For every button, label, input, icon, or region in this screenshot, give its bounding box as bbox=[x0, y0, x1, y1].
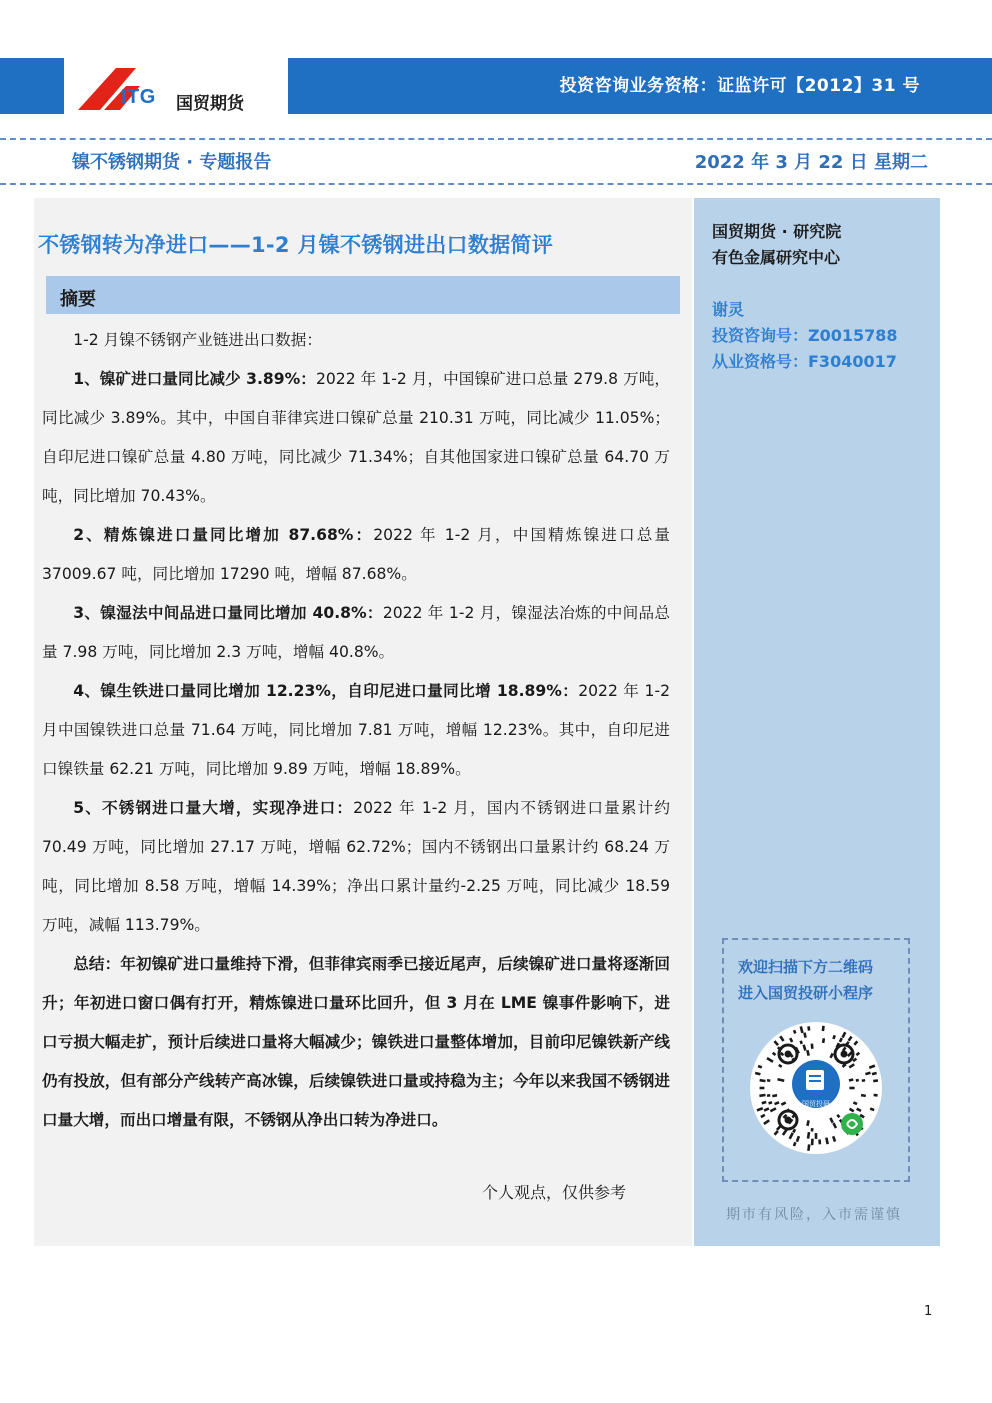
abstract-body bbox=[42, 321, 670, 1140]
research-center: 有色金属研究中心 bbox=[712, 248, 841, 267]
item-text: 2022 年 1-2 月，中国镍矿进口总量 279.8 万吨，同比减少 3.89%。其中，中国自菲律宾进口镍矿总量 210.31 万吨，同比减少 11.05%；自印尼进口镍矿总量 4.80 万吨，同比减少 71.34%；自其他国家进口镍矿总量 64.70 万吨，同比增加 70.43%。 bbox=[42, 370, 670, 505]
item-heading: 3、镍湿法中间品进口量同比增加 40.8%： bbox=[73, 604, 383, 622]
qr-center-label: 国贸投研 bbox=[802, 1100, 830, 1108]
document-title: 不锈钢转为净进口——1-2 月镍不锈钢进出口数据简评 bbox=[38, 233, 554, 257]
item-paragraph-2 bbox=[42, 516, 670, 594]
mini-program-qr-icon[interactable] bbox=[748, 1020, 884, 1156]
divider-bottom bbox=[0, 183, 992, 185]
item-paragraph-1 bbox=[42, 360, 670, 516]
header-band-left bbox=[0, 58, 64, 114]
report-date: 2022 年 3 月 22 日 星期二 bbox=[694, 152, 928, 173]
item-text: 2022 年 1-2 月，镍湿法冶炼的中间品总量 7.98 万吨，同比增加 2.3 万吨，增幅 40.8%。 bbox=[42, 604, 670, 661]
abstract-bar bbox=[46, 276, 680, 314]
summary-paragraph bbox=[42, 945, 670, 1140]
institution-name: 国贸期货 · 研究院 bbox=[712, 222, 842, 241]
risk-warning: 期市有风险，入市需谨慎 bbox=[726, 1207, 902, 1223]
qr-caption-line2: 进入国贸投研小程序 bbox=[738, 984, 874, 1002]
intro-paragraph: 1-2 月镍不锈钢产业链进出口数据： bbox=[73, 331, 322, 349]
item-text: 2022 年 1-2 月，国内不锈钢进口量累计约 70.49 万吨，同比增加 27.17 万吨，增幅 62.72%；国内不锈钢出口量累计约 68.24 万吨，同比增加 8.58 万吨，增幅 14.39%；净出口累计量约-2.25 万吨，同比减少 18.59 万吨，减幅 113.79%。 bbox=[42, 799, 670, 934]
author-name: 谢灵 bbox=[712, 300, 745, 319]
item-text: 2022 年 1-2 月中国镍铁进口总量 71.64 万吨，同比增加 7.81 万吨，增幅 12.23%。其中，自印尼进口镍铁量 62.21 万吨，同比增加 9.89 万吨，增幅 18.89%。 bbox=[42, 682, 670, 778]
practice-cert-number: 从业资格号：F3040017 bbox=[712, 352, 897, 371]
consult-cert-number: 投资咨询号：Z0015788 bbox=[712, 326, 898, 345]
page-number: 1 bbox=[924, 1304, 933, 1319]
logo-chinese: 国贸期货 bbox=[176, 94, 244, 114]
qualification-text: 投资咨询业务资格：证监许可【2012】31 号 bbox=[559, 76, 920, 96]
divider-top bbox=[0, 138, 992, 140]
item-heading: 1、镍矿进口量同比减少 3.89%： bbox=[73, 370, 316, 388]
item-paragraph-4 bbox=[42, 672, 670, 789]
item-heading: 4、镍生铁进口量同比增加 12.23%，自印尼进口量同比增 18.89%： bbox=[73, 682, 579, 700]
logo-latin: ITG bbox=[121, 86, 156, 108]
closing-note: 个人观点，仅供参考 bbox=[482, 1183, 627, 1202]
report-type: 镍不锈钢期货 · 专题报告 bbox=[72, 152, 272, 173]
item-text: 2022 年 1-2 月，中国精炼镍进口总量 37009.67 吨，同比增加 17290 吨，增幅 87.68%。 bbox=[42, 526, 670, 583]
item-heading: 2、精炼镍进口量同比增加 87.68%： bbox=[73, 526, 374, 544]
item-paragraph-3 bbox=[42, 594, 670, 672]
abstract-label: 摘要 bbox=[60, 289, 96, 310]
item-heading: 5、不锈钢进口量大增，实现净进口： bbox=[73, 799, 354, 817]
item-paragraph-5 bbox=[42, 789, 670, 945]
summary-text: 总结：年初镍矿进口量维持下滑，但菲律宾雨季已接近尾声，后续镍矿进口量将逐渐回升；年初进口窗口偶有打开，精炼镍进口量环比回升，但 3 月在 LME 镍事件影响下，进口亏损大幅走扩，预计后续进口量将大幅减少；镍铁进口量整体增加，目前印尼镍铁新产线仍有投放，但有部分产线转产高冰镍，后续镍铁进口量或持稳为主；今年以来我国不锈钢进口量大增，而出口增量有限，不锈钢从净出口转为净进口。 bbox=[42, 955, 670, 1129]
qr-caption-line1: 欢迎扫描下方二维码 bbox=[738, 958, 874, 976]
